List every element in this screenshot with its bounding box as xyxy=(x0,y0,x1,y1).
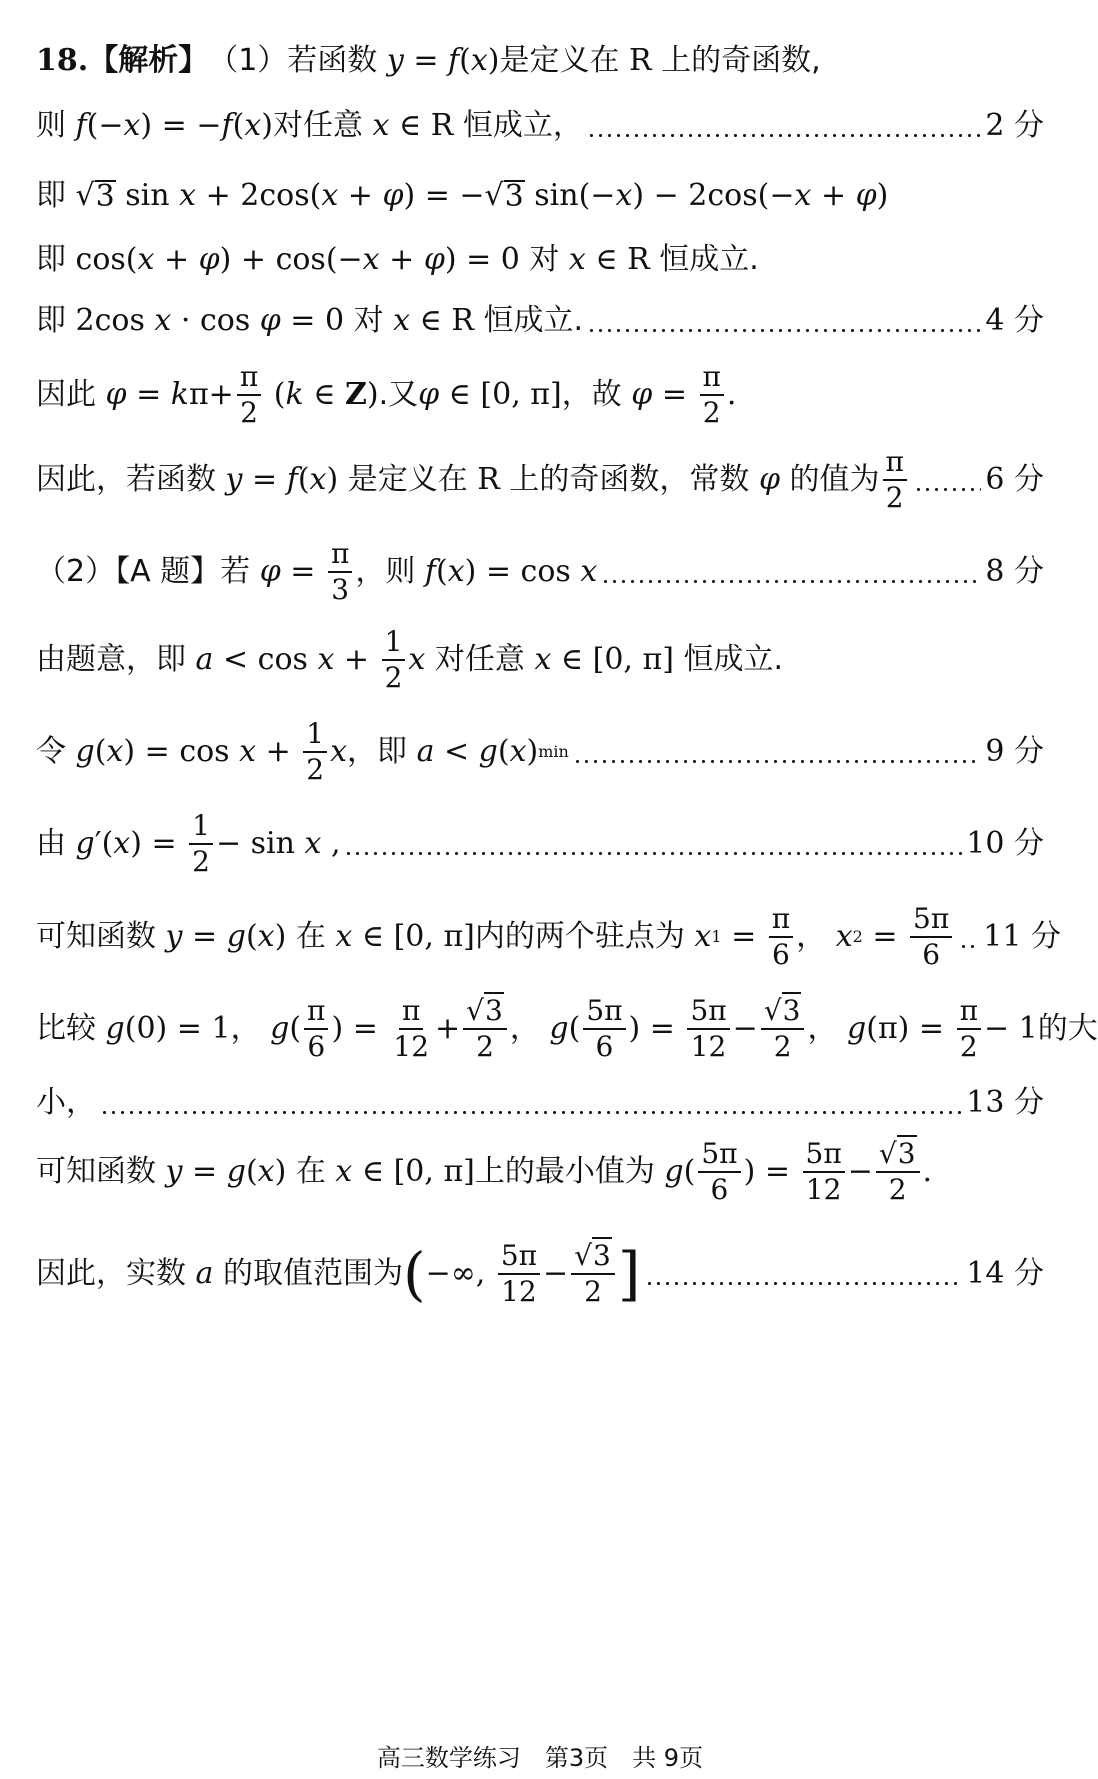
dot-leader xyxy=(959,945,979,948)
score-10: 10 分 xyxy=(966,826,1044,861)
score-6: 6 分 xyxy=(985,462,1044,497)
solution-line-16: 因此，实数 a 的取值范围为 ( −∞, $\frac{5\pi}{12}$ − $\frac{√3}{2}$ ] 14 分 xyxy=(36,1239,1044,1308)
solution-line-2: 则 f (− x ) = − f ( x ) 对任意 x ∈ R 恒成立， 2 分 xyxy=(36,108,1044,143)
solution-line-6: 因此 φ = k π+ $\frac{\pi}{2}$ ( k ∈ Z ) .又 φ ∈ [0, π] ，故 φ = $\frac{\pi}{2}$ . xyxy=(36,360,737,429)
part-1-label: （1） xyxy=(208,43,288,78)
score-14: 14 分 xyxy=(966,1256,1044,1291)
solution-line-11: 由 g ′( x ) = $\frac{1}{2}$ − sin x , 10 分 xyxy=(36,809,1044,878)
solution-line-13: 比较 g (0) = 1 ， g ( $\frac{\pi}{6}$ ) = $\frac{\pi}{12}$ + $\frac{√3}{2}$ ， g ( $\frac{5\pi}{6}$ ) = $\frac{5\pi}{12}$ − $\frac{√3}{2}$ ， g (π) = $\frac{\pi}{2}$ − 1 的大 xyxy=(36,994,1098,1063)
solution-line-4: 即 cos( x + φ ) + cos(− x + φ ) = 0 对 x ∈ R 恒成立. xyxy=(36,242,759,277)
dot-leader xyxy=(573,760,982,763)
solution-line-10: 令 g ( x ) = cos x + $\frac{1}{2}$ x ，即 a < g ( x ) min 9 分 xyxy=(36,717,1044,786)
dot-leader xyxy=(914,488,981,491)
solution-line-7: 因此，若函数 y = f ( x ) 是定义在 R 上的奇函数，常数 φ 的值为 $\frac{\pi}{2}$ 6 分 xyxy=(36,445,1044,514)
dot-leader xyxy=(100,1111,962,1114)
score-8: 8 分 xyxy=(985,554,1044,589)
dot-leader xyxy=(587,134,982,137)
solution-line-14: 小， 13 分 xyxy=(36,1085,1044,1120)
dot-leader xyxy=(645,1282,963,1285)
solution-line-9: 由题意，即 a < cos x + $\frac{1}{2}$ x 对任意 x ∈ [0, π] 恒成立. xyxy=(36,625,784,694)
solution-line-15: 可知函数 y = g ( x ) 在 x ∈ [0, π] 上的最小值为 g ( $\frac{5\pi}{6}$ ) = $\frac{5\pi}{12}$ − $\frac{√3}{2}$ . xyxy=(36,1137,933,1206)
solution-line-1: 18. 【解析】 （1） 若函数 y = f ( x ) 是定义在 R 上的奇函数, xyxy=(36,43,821,78)
score-11: 11 分 xyxy=(983,919,1061,954)
dot-leader xyxy=(587,329,981,332)
score-4: 4 分 xyxy=(985,303,1044,338)
dot-leader xyxy=(601,580,981,583)
score-9: 9 分 xyxy=(985,734,1044,769)
dot-leader xyxy=(344,852,962,855)
analysis-tag: 【解析】 xyxy=(88,43,209,78)
score-13: 13 分 xyxy=(966,1085,1044,1120)
page-footer: 高三数学练习 第3页 共 9页 xyxy=(376,1744,704,1772)
solution-line-3: 即 √ 3 sin x + 2cos( x + φ ) = −√ 3 sin(− x ) − 2cos(− x + φ ) xyxy=(36,178,889,214)
problem-number: 18. xyxy=(36,43,89,78)
score-2: 2 分 xyxy=(985,108,1044,143)
solution-line-8: （2）【A 题】 若 φ = $\frac{\pi}{3}$ ，则 f ( x ) = cos x 8 分 xyxy=(36,537,1044,606)
part-2-label: （2）【A 题】 xyxy=(36,554,221,589)
solution-line-12: 可知函数 y = g ( x ) 在 x ∈ [0, π] 内的两个驻点为 x 1 = $\frac{\pi}{6}$ ， x 2 = $\frac{5\pi}{6}$ 11 分 xyxy=(36,902,1061,971)
solution-line-5: 即 2cos x · cos φ = 0 对 x ∈ R 恒成立. 4 分 xyxy=(36,303,1044,338)
